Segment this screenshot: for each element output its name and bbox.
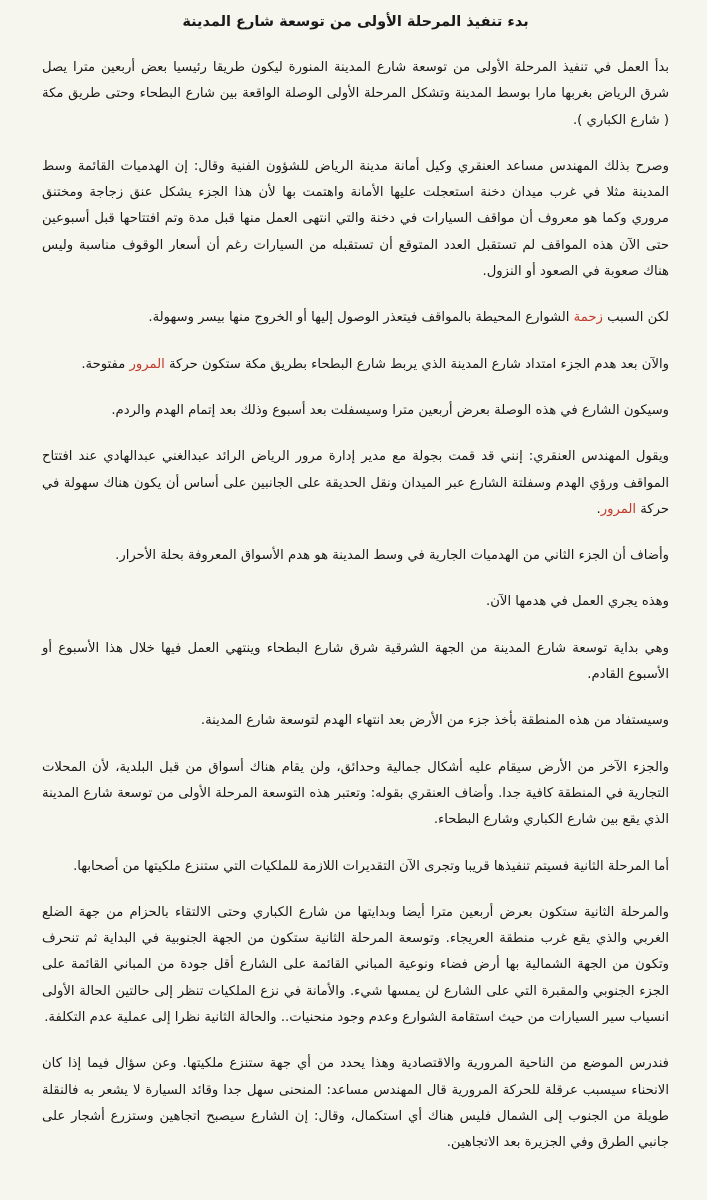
paragraph-4-after: مفتوحة. bbox=[81, 356, 130, 372]
paragraph-4-before: والآن بعد هدم الجزء امتداد شارع المدينة الذي يربط شارع البطحاء بطريق مكة ستكون حركة bbox=[164, 356, 669, 372]
paragraph-3-before: لكن السبب bbox=[602, 310, 669, 326]
paragraph-11: والجزء الآخر من الأرض سيقام عليه أشكال جمالية وحدائق، ولن يقام هناك أسواق من قبل البلدية، لأن المحلات التجارية في المنطقة كافية جدا. وأضاف العنقري بقوله: وتعتبر هذه التوسعة المرحلة الأولى من توسعة شارع المدينة الذي يقع بين شارع الكباري وشارع البطحاء. bbox=[42, 759, 669, 828]
paragraph-13: والمرحلة الثانية ستكون بعرض أربعين مترا أيضا وبدايتها من شارع الكباري وحتى الالتقاء بالحزام من جهة الضلع الغربي والذي يقع غرب منطقة العريجاء. وتوسعة المرحلة الثانية ستكون من الجهة الجنوبية في البداية ثم تنحرف وتكون من الجهة الشمالية بها أرض فضاء ونوعية المباني القائمة على الشارع أقل جودة من المباني القائمة على الجزء الجنوبي والمقبرة التي على الشارع لن يمسها شيء. والأمانة في نزع الملكيات تنظر إلى حالتين الحالة الأولى انسياب سير السيارات من حيث استقامة الشوارع وعدم وجود منحنيات.. والحالة الثانية نظرا إلى عملية عدم التكلفة. bbox=[42, 904, 669, 1026]
paragraph-6 bbox=[42, 444, 669, 523]
paragraph-14: فندرس الموضع من الناحية المرورية والاقتصادية وهذا يحدد من أي جهة ستنزع ملكيتها. وعن سؤال فيما إذا كان الانحناء سيسبب عرقلة للحركة المرورية قال المهندس مساعد: المنحنى سهل جدا وقائد السيارة لا يشعر به فالنقلة طويلة من الجنوب إلى الشمال فليس هناك أي استكمال، وقال: إن الشارع سيصبح اتجاهين وستزرع أشجار على جانبي الطرق وفي الجزيرة بعد الاتجاهين. bbox=[42, 1056, 669, 1151]
paragraph-12: أما المرحلة الثانية فسيتم تنفيذها قريبا وتجرى الآن التقديرات اللازمة للملكيات التي ستنزع ملكيتها من أصحابها. bbox=[73, 858, 669, 874]
highlight-keyword: المرور bbox=[600, 501, 637, 517]
paragraph-2: وصرح بذلك المهندس مساعد العنقري وكيل أمانة مدينة الرياض للشؤون الفنية وقال: إن الهدميات القائمة وسط المدينة مثلا في غرب ميدان دخنة استعجلت عليها الأمانة واهتمت بها لأن هذا الجزء يشكل عنق زجاجة ومختنق مروري وكما هو معروف أن مواقف السيارات في دخنة والتي انتهى العمل منها قبل مدة وتم افتتاحها قبل أسبوعين حتى الآن هذه المواقف لم تستقبل العدد المتوقع أن تستقبله من السيارات رغم أن أسعار الوقوف مناسبة وليس هناك صعوبة في الصعود أو النزول. bbox=[42, 158, 669, 280]
paragraph-1: بدأ العمل في تنفيذ المرحلة الأولى من توسعة شارع المدينة المنورة ليكون طريقا رئيسيا بعض أربعين مترا يصل شرق الرياض بغربها مارا بوسط المدينة وتشكل المرحلة الأولى الوصلة الواقعة بين شارع البطحاء وحتى طريق مكة ( شارع الكباري ). bbox=[42, 60, 669, 128]
paragraph-3-after: الشوارع المحيطة بالمواقف فيتعذر الوصول إليها أو الخروج منها بيسر وسهولة. bbox=[148, 310, 574, 326]
article-title: بدء تنفيذ المرحلة الأولى من توسعة شارع المدينة bbox=[182, 14, 529, 30]
paragraph-4 bbox=[42, 352, 669, 378]
paragraph-7: وأضاف أن الجزء الثاني من الهدميات الجارية في وسط المدينة هو هدم الأسواق المعروفة بحلة الأحرار. bbox=[115, 548, 669, 564]
paragraph-5: وسيكون الشارع في هذه الوصلة بعرض أربعين مترا وسيسفلت بعد أسبوع وذلك بعد إتمام الهدم والردم. bbox=[111, 402, 669, 418]
paragraph-6-after: . bbox=[596, 501, 601, 517]
paragraph-3 bbox=[42, 305, 669, 331]
highlight-keyword: زحمة bbox=[573, 310, 603, 326]
paragraph-8: وهذه يجري العمل في هدمها الآن. bbox=[486, 594, 669, 610]
highlight-keyword: المرور bbox=[129, 356, 165, 372]
paragraph-9: وهي بداية توسعة شارع المدينة من الجهة الشرقية شرق شارع البطحاء وينتهي العمل فيها خلال هذا الأسبوع أو الأسبوع القادم. bbox=[42, 640, 669, 683]
paragraph-6-before: ويقول المهندس العنقري: إنني قد قمت بجولة مع مدير إدارة مرور الرياض الرائد عبدالغني عبدالهادي عند افتتاح المواقف ورؤي الهدم وسفلتة الشارع عبر الميدان ونقل الحديقة على الجانبين على أساس أن يكون هناك سهولة في حركة bbox=[42, 449, 669, 517]
paragraph-10: وسيستفاد من هذه المنطقة بأخذ جزء من الأرض بعد انتهاء الهدم لتوسعة شارع المدينة. bbox=[200, 713, 669, 729]
